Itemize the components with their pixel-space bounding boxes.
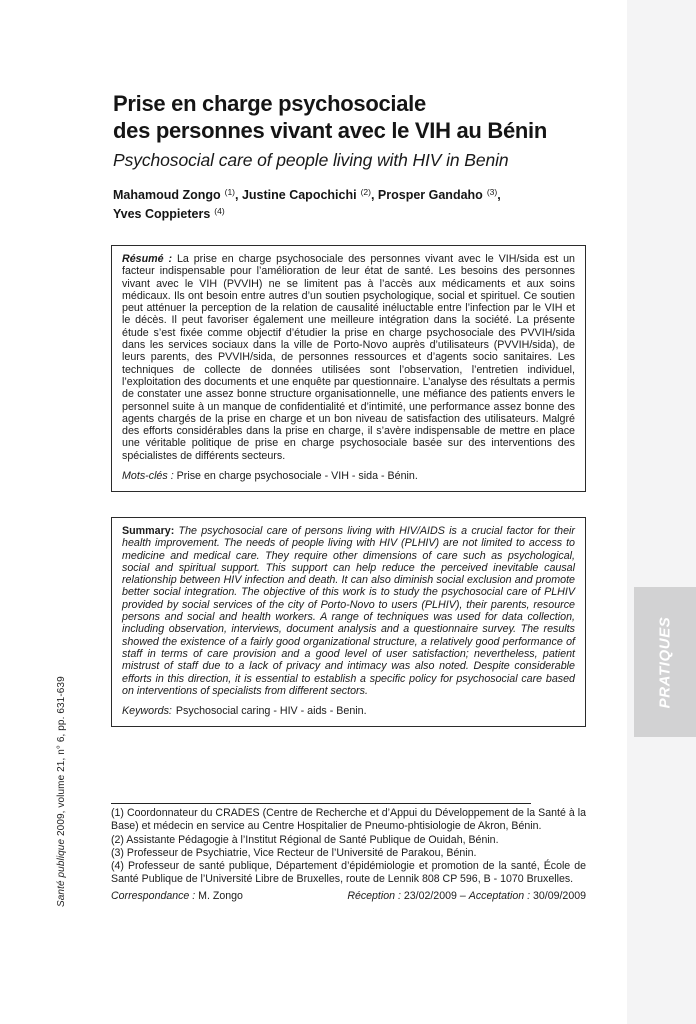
- authors-line: [113, 184, 588, 222]
- footnote-item: (2) Assistante Pédagogie à l’Institut Régional de Santé Publique de Ouidah, Bénin.: [111, 833, 499, 846]
- journal-citation: [56, 676, 67, 907]
- author-affiliation-superscript: (3): [486, 187, 498, 197]
- acceptation-label: Acceptation :: [468, 890, 531, 902]
- resume-paragraph: [122, 253, 575, 462]
- summary-paragraph: [122, 525, 575, 697]
- footnote-item: (3) Professeur de Psychiatrie, Vice Recteur de l’Université de Parakou, Bénin.: [111, 846, 477, 859]
- author-affiliation-superscript: (4): [214, 206, 225, 216]
- footnote-item: (4) Professeur de santé publique, Département d’épidémiologie et promotion de la santé, École de Santé Publique de l’Université Libre de Bruxelles, route de Lennik 808 CP 596, B - 1070 Bruxelles.: [111, 860, 586, 886]
- journal-citation-name: Santé publique: [56, 838, 67, 907]
- author-name: Prosper Gandaho: [377, 188, 483, 202]
- footnote-divider: [111, 803, 531, 804]
- resume-keywords-label: Mots-clés :: [122, 470, 174, 483]
- journal-citation-details: 2009, volume 21, n° 6, pp. 631-639: [56, 676, 67, 839]
- correspondence-row: [111, 890, 586, 902]
- author-name: Mahamoud Zongo: [113, 188, 221, 202]
- summary-keywords: Psychosocial caring - HIV - aids - Benin.: [175, 705, 367, 718]
- article-title-line1: Prise en charge psychosociale: [113, 91, 426, 116]
- dates-separator: –: [459, 890, 466, 902]
- article-title: [113, 90, 588, 144]
- reception-label: Réception :: [347, 890, 401, 902]
- summary-text: The psychosocial care of persons living with HIV/AIDS is a crucial factor for their health improvement. The needs of people living with HIV (PLHIV) are not limited to access to medicine and medical care. They require other dimensions of care such as psychological, social and spiritual support. This support can help reduce the perceived inevitable causal relationship between HIV infection and death. It can also diminish social exclusion and promote better social integration. The objective of this work is to study the psychosocial care of PLHIV provided by social services of the city of Porto-Novo to users (PLHIV), their parents, resource persons and social and health workers. A range of techniques was used for data collection, including observation, interviews, document analysis and a questionnaire survey. The results showed the existence of a fairly good organizational structure, a relatively good performance of staff in terms of care provision and a good level of user satisfaction; nevertheless, patient mistrust of staff due to a lack of privacy and intimacy was also noted. Despite considerable efforts in this direction, it is essential to establish a specific policy for psychosocial care based on interventions of specialists from different sectors.: [122, 525, 575, 697]
- correspondence-value: M. Zongo: [195, 890, 243, 902]
- article-title-line2: des personnes vivant avec le VIH au Bénin: [113, 118, 547, 143]
- reception-date: 23/02/2009: [400, 890, 457, 902]
- author-name: Justine Capochichi: [241, 188, 357, 202]
- author-affiliation-superscript: (2): [360, 187, 371, 197]
- correspondence-label: Correspondance :: [111, 890, 196, 902]
- resume-box: [111, 245, 586, 492]
- article-subtitle-english: Psychosocial care of people living with HIV in Benin: [113, 150, 509, 170]
- author-separator: ,: [370, 188, 378, 202]
- correspondence-left: [111, 890, 243, 902]
- author-separator: ,: [497, 188, 501, 202]
- author-affiliation-superscript: (1): [224, 187, 236, 197]
- acceptation-date: 30/09/2009: [530, 890, 586, 902]
- summary-keywords-label: Keywords:: [122, 705, 172, 718]
- article-header: [113, 90, 588, 222]
- author-name: Yves Coppieters: [113, 207, 211, 221]
- resume-label: Résumé :: [122, 253, 173, 265]
- footnotes-block: [111, 807, 586, 887]
- resume-text: La prise en charge psychosociale des personnes vivant avec le VIH/sida est un facteur indispensable pour l’amélioration de leur état de santé. Les besoins des personnes vivant avec le VIH (PVVIH) ne se limitent pas à l’accès aux médicaments et aux soins médicaux. Ils ont besoin entre autres d’un soutien psychologique, social et spirituel. Ce soutien peut atténuer la perception de la relation de causalité inéluctable entre l’infection par le VIH et le décès. Il peut favoriser également une meilleure intégration dans la société. La présente étude s’est fixée comme objectif d’étudier la prise en charge psychosociale des PVVIH/sida dans les services sociaux dans la ville de Porto-Novo auprès d’utilisateurs (PVVIH/sida), de leurs parents, des PVVIH/sida, de personnes ressources et d’agents socio sanitaires. Les techniques de collecte de données utilisées sont l’observation, l’entretien individuel, l’exploitation des documents et une enquête par questionnaire. L’analyse des résultats a permis de constater une assez bonne structure organisationnelle, une méfiance des patients envers le personnel suite à un manque de confidentialité et d’intimité, une performance assez bonne des agents chargés de la prise en charge et un bon niveau de satisfaction des utilisateurs. Malgré des efforts considérables dans la prise en charge, il s’avère indispensable de mettre en place une véritable politique de prise en charge psychosociale basée sur des interventions des spécialistes de différents secteurs.: [122, 253, 575, 462]
- summary-box: [111, 517, 586, 727]
- section-tab: [634, 587, 696, 737]
- summary-label: Summary:: [122, 525, 175, 537]
- summary-keywords-line: [122, 705, 575, 717]
- dates-right: [347, 890, 586, 902]
- resume-keywords-line: [122, 470, 575, 482]
- footnote-item: (1) Coordonnateur du CRADES (Centre de Recherche et d’Appui du Développement de la Santé à la Base) et médecin en service au Centre Hospitalier de Pneumo-phtisiologie de Akron, Bénin.: [111, 807, 586, 833]
- right-section-strip: [627, 0, 696, 1024]
- section-label: PRATIQUES: [656, 616, 674, 708]
- author-separator: ,: [235, 188, 242, 202]
- resume-keywords: Prise en charge psychosociale - VIH - sida - Bénin.: [173, 470, 418, 483]
